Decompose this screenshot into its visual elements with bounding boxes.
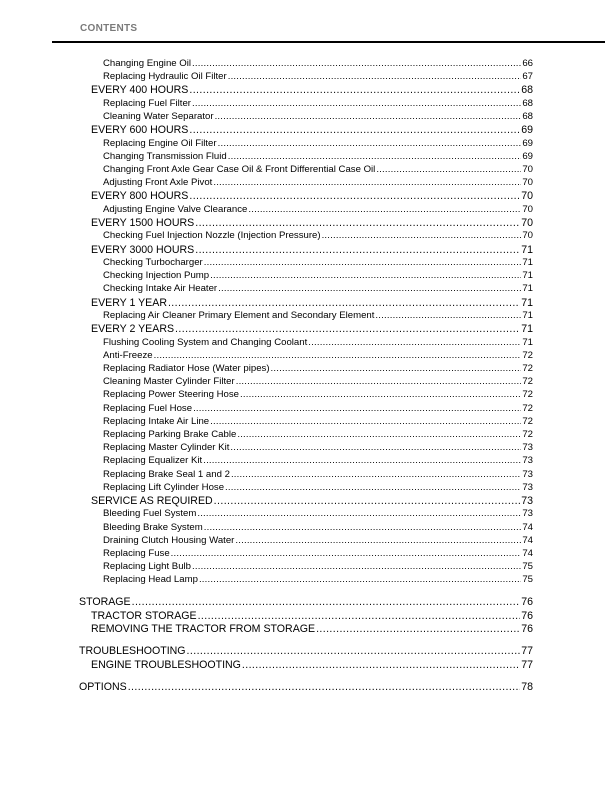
- dot-leader: [189, 190, 520, 202]
- toc-entry[interactable]: [103, 363, 533, 374]
- toc-entry[interactable]: [79, 681, 533, 693]
- dot-leader: [193, 403, 521, 414]
- toc-entry-page-number: 71: [522, 283, 533, 295]
- toc-entry[interactable]: [103, 283, 533, 294]
- toc-entry-title: EVERY 400 HOURS: [91, 84, 189, 97]
- toc-entry-page-number: 70: [522, 177, 533, 189]
- toc-entry-page-number: 70: [521, 217, 533, 229]
- toc-entry-title: Replacing Engine Oil Filter: [103, 137, 217, 149]
- dot-leader: [187, 645, 521, 657]
- toc-entry-title: Draining Clutch Housing Water: [103, 534, 235, 546]
- toc-entry[interactable]: [103, 548, 533, 559]
- toc-entry-page-number: 72: [522, 415, 533, 427]
- toc-entry-title: Adjusting Front Axle Pivot: [103, 177, 213, 189]
- toc-entry-page-number: 72: [522, 349, 533, 361]
- dot-leader: [271, 363, 522, 374]
- dot-leader: [199, 574, 521, 585]
- toc-entry[interactable]: [103, 376, 533, 387]
- toc-entry-page-number: 73: [522, 455, 533, 467]
- toc-entry-page-number: 69: [522, 150, 533, 162]
- toc-entry[interactable]: [103, 257, 533, 268]
- toc-entry-title: TRACTOR STORAGE: [91, 610, 197, 622]
- toc-entry-page-number: 66: [522, 58, 533, 69]
- dot-leader: [231, 469, 521, 480]
- toc-entry[interactable]: [91, 124, 533, 136]
- toc-entry-title: TROUBLESHOOTING: [79, 644, 186, 657]
- toc-entry-title: EVERY 1 YEAR: [91, 296, 167, 309]
- dot-leader: [168, 297, 520, 309]
- toc-entry[interactable]: [103, 204, 533, 215]
- dot-leader: [235, 535, 521, 546]
- toc-entry-title: Replacing Fuel Hose: [103, 402, 193, 414]
- toc-entry-page-number: 72: [522, 402, 533, 414]
- toc-entry-page-number: 71: [522, 310, 533, 321]
- toc-entry-title: Cleaning Water Separator: [103, 111, 214, 122]
- toc-entry[interactable]: [103, 416, 533, 427]
- toc-entry-page-number: 72: [522, 376, 533, 388]
- toc-entry-title: EVERY 2 YEARS: [91, 323, 175, 336]
- dot-leader: [218, 138, 522, 149]
- toc-entry[interactable]: [103, 508, 533, 519]
- toc-entry[interactable]: [91, 244, 533, 256]
- toc-entry[interactable]: [103, 58, 533, 69]
- toc-entry-title: Replacing Equalizer Kit: [103, 455, 203, 467]
- toc-entry[interactable]: [103, 455, 533, 466]
- toc-entry[interactable]: [103, 164, 533, 175]
- toc-entry-page-number: 71: [522, 336, 533, 348]
- toc-entry[interactable]: [103, 98, 533, 109]
- toc-entry-page-number: 70: [521, 190, 533, 203]
- toc-entry-title: Replacing Hydraulic Oil Filter: [103, 71, 227, 83]
- dot-leader: [204, 257, 522, 268]
- toc-entry[interactable]: [103, 71, 533, 82]
- dot-leader: [192, 98, 521, 109]
- toc-entry-title: Checking Injection Pump: [103, 270, 210, 282]
- toc-entry-page-number: 72: [522, 363, 533, 374]
- toc-entry[interactable]: [103, 561, 533, 572]
- toc-entry-page-number: 72: [522, 389, 533, 401]
- toc-entry-page-number: 68: [522, 111, 533, 122]
- dot-leader: [225, 482, 521, 493]
- header-rule: [52, 41, 605, 43]
- toc-entry-title: SERVICE AS REQUIRED: [91, 495, 213, 507]
- toc-entry[interactable]: [91, 623, 533, 635]
- toc-entry-page-number: 71: [521, 323, 533, 336]
- toc-entry[interactable]: [103, 389, 533, 400]
- dot-leader: [175, 323, 520, 335]
- toc-entry[interactable]: [91, 495, 533, 507]
- dot-leader: [132, 596, 521, 608]
- toc-entry[interactable]: [103, 469, 533, 480]
- toc-entry-page-number: 70: [522, 203, 533, 215]
- toc-entry-page-number: 69: [521, 124, 533, 137]
- toc-entry[interactable]: [79, 645, 533, 657]
- dot-leader: [192, 561, 521, 572]
- toc-entry-page-number: 71: [521, 296, 533, 309]
- toc-entry[interactable]: [103, 535, 533, 546]
- dot-leader: [213, 177, 521, 188]
- toc-entry[interactable]: [91, 217, 533, 229]
- dot-leader: [128, 681, 521, 693]
- running-header: CONTENTS: [80, 23, 138, 34]
- toc-entry[interactable]: [103, 442, 533, 453]
- toc-entry-title: Cleaning Master Cylinder Filter: [103, 376, 235, 388]
- toc-entry[interactable]: [103, 429, 533, 440]
- dot-leader: [248, 204, 521, 215]
- dot-leader: [240, 389, 521, 400]
- toc-entry-title: EVERY 1500 HOURS: [91, 217, 195, 229]
- dot-leader: [236, 376, 522, 387]
- dot-leader: [218, 283, 521, 294]
- toc-entry[interactable]: [103, 111, 533, 122]
- dot-leader: [375, 310, 521, 321]
- toc-entry-title: Replacing Fuel Filter: [103, 97, 191, 109]
- toc-entry-title: Checking Turbocharger: [103, 257, 203, 268]
- toc-entry[interactable]: [103, 403, 533, 414]
- toc-entry-title: Replacing Radiator Hose (Water pipes): [103, 363, 270, 374]
- dot-leader: [197, 508, 521, 519]
- toc-entry-page-number: 77: [521, 659, 533, 672]
- toc-entry-title: EVERY 600 HOURS: [91, 124, 189, 137]
- toc-entry[interactable]: [91, 610, 533, 622]
- toc-entry-title: Checking Fuel Injection Nozzle (Injection Pressure): [103, 230, 321, 242]
- toc-entry-title: Replacing Head Lamp: [103, 574, 198, 586]
- toc-entry-title: Replacing Light Bulb: [103, 561, 192, 573]
- toc-entry-page-number: 73: [522, 468, 533, 480]
- toc-entry[interactable]: [91, 190, 533, 202]
- dot-leader: [228, 151, 522, 162]
- toc-entry-title: Changing Transmission Fluid: [103, 150, 227, 162]
- toc-entry-title: ENGINE TROUBLESHOOTING: [91, 659, 241, 672]
- toc-entry-page-number: 76: [521, 610, 533, 622]
- dot-leader: [204, 522, 522, 533]
- toc-entry-title: EVERY 800 HOURS: [91, 190, 189, 203]
- toc-entry-page-number: 77: [521, 644, 533, 657]
- dot-leader: [189, 124, 520, 136]
- toc-entry-title: Changing Engine Oil: [103, 58, 192, 69]
- toc-entry-title: Replacing Master Cylinder Kit: [103, 442, 230, 454]
- toc-entry[interactable]: [103, 151, 533, 162]
- dot-leader: [198, 610, 521, 622]
- toc-entry-page-number: 76: [521, 623, 533, 636]
- toc-entry-page-number: 71: [521, 243, 533, 256]
- toc-entry-title: Replacing Brake Seal 1 and 2: [103, 468, 230, 480]
- toc-entry-title: STORAGE: [79, 595, 131, 608]
- toc-entry-page-number: 69: [522, 137, 533, 149]
- toc-entry[interactable]: [103, 350, 533, 361]
- toc-entry[interactable]: [103, 230, 533, 241]
- dot-leader: [154, 350, 522, 361]
- dot-leader: [195, 217, 520, 229]
- toc-entry-page-number: 72: [522, 429, 533, 440]
- toc-entry-title: Bleeding Brake System: [103, 521, 203, 533]
- toc-entry-title: Replacing Air Cleaner Primary Element and Secondary Element: [103, 310, 375, 321]
- dot-leader: [210, 270, 521, 281]
- toc-entry-page-number: 75: [522, 574, 533, 586]
- toc-entry[interactable]: [103, 574, 533, 585]
- dot-leader: [171, 548, 522, 559]
- toc-entry-title: Checking Intake Air Heater: [103, 283, 218, 295]
- dot-leader: [214, 495, 521, 507]
- toc-entry-title: OPTIONS: [79, 680, 127, 693]
- toc-entry-title: Anti-Freeze: [103, 349, 153, 361]
- toc-entry[interactable]: [103, 138, 533, 149]
- dot-leader: [230, 442, 521, 453]
- toc-entry[interactable]: [103, 310, 533, 321]
- toc-entry[interactable]: [103, 337, 533, 348]
- toc-entry-page-number: 68: [521, 84, 533, 97]
- toc-entry-page-number: 75: [522, 561, 533, 573]
- dot-leader: [210, 416, 521, 427]
- toc-entry-title: Replacing Parking Brake Cable: [103, 429, 237, 440]
- dot-leader: [203, 455, 521, 466]
- toc-entry-page-number: 71: [522, 270, 533, 282]
- toc-entry-page-number: 78: [521, 680, 533, 693]
- toc-entry-page-number: 74: [522, 534, 533, 546]
- dot-leader: [376, 164, 521, 175]
- dot-leader: [237, 429, 521, 440]
- toc-entry-title: Flushing Cooling System and Changing Coolant: [103, 336, 308, 348]
- dot-leader: [189, 84, 520, 96]
- toc-entry[interactable]: [103, 270, 533, 281]
- dot-leader: [322, 230, 522, 241]
- toc-entry-page-number: 74: [522, 521, 533, 533]
- dot-leader: [308, 337, 521, 348]
- dot-leader: [195, 244, 520, 256]
- toc-entry-title: Changing Front Axle Gear Case Oil & Front Differential Case Oil: [103, 164, 376, 175]
- toc-entry-page-number: 73: [522, 442, 533, 454]
- toc-entry-page-number: 73: [522, 508, 533, 520]
- toc-entry-title: Bleeding Fuel System: [103, 508, 197, 520]
- toc-entry[interactable]: [91, 84, 533, 96]
- toc-entry[interactable]: [79, 596, 533, 608]
- toc-entry[interactable]: [103, 482, 533, 493]
- toc-entry[interactable]: [91, 659, 533, 671]
- toc-entry-title: Replacing Lift Cylinder Hose: [103, 481, 225, 493]
- dot-leader: [215, 111, 522, 122]
- toc-entry-title: Replacing Power Steering Hose: [103, 389, 239, 401]
- toc-entry-page-number: 70: [522, 164, 533, 175]
- toc-entry-page-number: 68: [522, 97, 533, 109]
- toc-entry-title: EVERY 3000 HOURS: [91, 243, 195, 256]
- toc-entry[interactable]: [91, 297, 533, 309]
- toc-entry-page-number: 73: [522, 481, 533, 493]
- toc-entry-page-number: 67: [522, 71, 533, 83]
- toc-entry-title: Replacing Fuse: [103, 548, 170, 559]
- toc-entry-title: REMOVING THE TRACTOR FROM STORAGE: [91, 623, 316, 636]
- dot-leader: [192, 58, 521, 69]
- toc-entry[interactable]: [91, 323, 533, 335]
- toc-entry-title: Replacing Intake Air Line: [103, 415, 210, 427]
- toc-entry-page-number: 76: [521, 595, 533, 608]
- toc-entry-page-number: 71: [522, 257, 533, 268]
- toc-entry-page-number: 74: [522, 548, 533, 559]
- toc-entry-page-number: 70: [522, 230, 533, 242]
- toc-entry-page-number: 73: [521, 495, 533, 507]
- toc-entry[interactable]: [103, 177, 533, 188]
- dot-leader: [242, 659, 520, 671]
- toc-entry[interactable]: [103, 522, 533, 533]
- dot-leader: [228, 71, 522, 82]
- dot-leader: [316, 623, 520, 635]
- toc-entry-title: Adjusting Engine Valve Clearance: [103, 203, 248, 215]
